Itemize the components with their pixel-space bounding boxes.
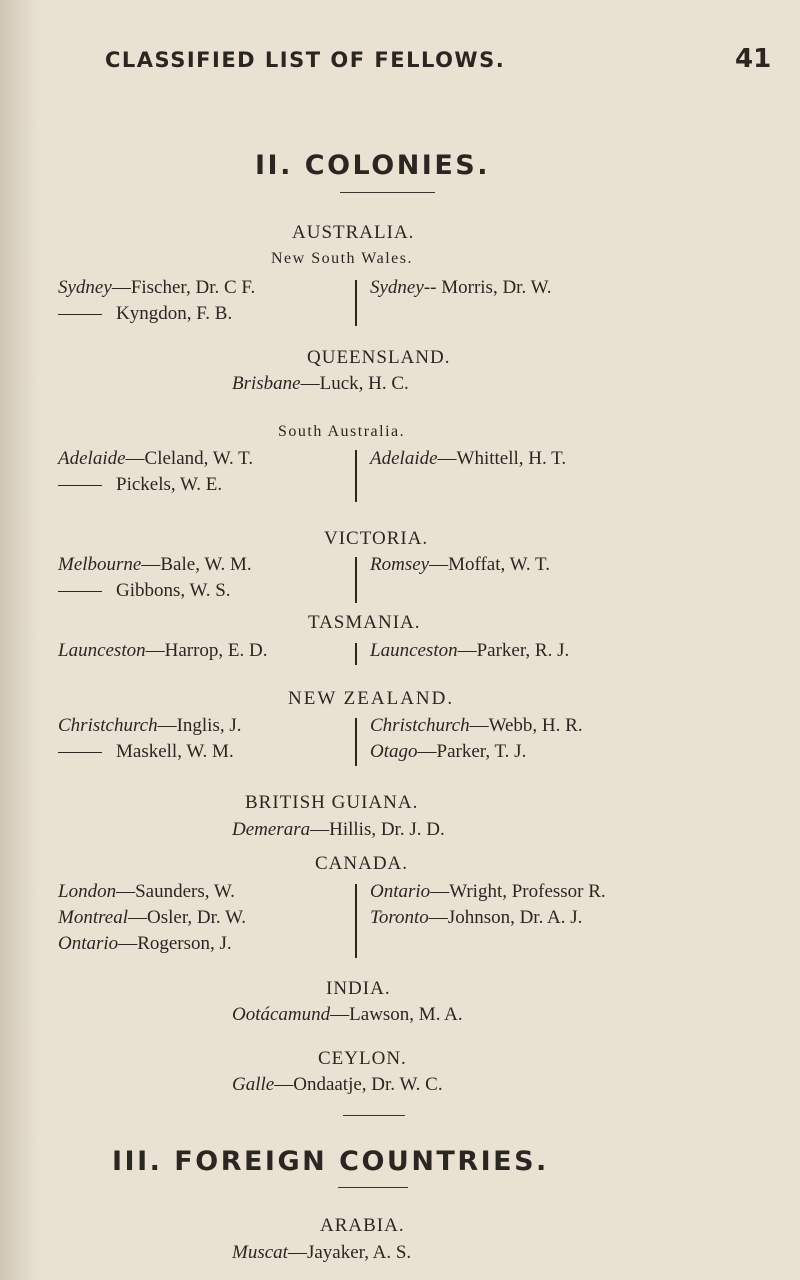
column-divider — [355, 557, 357, 603]
region-tasmania: TASMANIA. — [308, 612, 421, 633]
entry-canada-left-3: Ontario—Rogerson, J. — [58, 933, 232, 954]
entry-canada-left-2: Montreal—Osler, Dr. W. — [58, 907, 247, 928]
entry-nz-right-2: Otago—Parker, T. J. — [370, 741, 527, 762]
entry-sa-right-1: Adelaide—Whittell, H. T. — [370, 448, 567, 469]
entry-nsw-left-1: Sydney—Fischer, Dr. C F. — [58, 277, 256, 298]
entry-canada-right-2: Toronto—Johnson, Dr. A. J. — [370, 907, 583, 928]
entry-canada-right-1: Ontario—Wright, Professor R. — [370, 881, 606, 902]
entry-sa-left-2: Pickels, W. E. — [58, 474, 222, 496]
entry-nsw-right-1: Sydney-- Morris, Dr. W. — [370, 277, 552, 298]
subregion-south-australia: South Australia. — [278, 423, 406, 440]
column-divider — [355, 643, 357, 665]
region-canada: CANADA. — [315, 853, 409, 874]
entry-canada-left-1: London—Saunders, W. — [58, 881, 235, 902]
divider — [340, 192, 435, 193]
entry-arabia: Muscat—Jayaker, A. S. — [232, 1242, 412, 1263]
entry-nz-left-1: Christchurch—Inglis, J. — [58, 715, 242, 736]
entry-british-guiana: Demerara—Hillis, Dr. J. D. — [232, 819, 445, 840]
column-divider — [355, 718, 357, 766]
entry-queensland: Brisbane—Luck, H. C. — [232, 373, 409, 394]
region-british-guiana: BRITISH GUIANA. — [245, 792, 419, 813]
entry-ceylon: Galle—Ondaatje, Dr. W. C. — [232, 1074, 443, 1095]
page-number: 41 — [735, 44, 772, 74]
entry-india: Ootácamund—Lawson, M. A. — [232, 1004, 463, 1025]
page-edge-shadow — [0, 0, 40, 1280]
entry-nz-left-2: Maskell, W. M. — [58, 741, 234, 763]
region-india: INDIA. — [326, 978, 391, 999]
entry-nz-right-1: Christchurch—Webb, H. R. — [370, 715, 583, 736]
region-victoria: VICTORIA. — [324, 528, 429, 549]
region-australia: AUSTRALIA. — [292, 222, 415, 243]
column-divider — [355, 280, 357, 326]
entry-sa-left-1: Adelaide—Cleland, W. T. — [58, 448, 254, 469]
region-new-zealand: NEW ZEALAND. — [288, 688, 455, 709]
section-title-colonies: II. COLONIES. — [255, 150, 490, 181]
divider — [343, 1115, 405, 1116]
column-divider — [355, 450, 357, 502]
entry-nsw-left-2: Kyngdon, F. B. — [58, 303, 232, 325]
region-queensland: QUEENSLAND. — [307, 347, 451, 368]
section-title-foreign: III. FOREIGN COUNTRIES. — [112, 1146, 549, 1177]
region-ceylon: CEYLON. — [318, 1048, 407, 1069]
entry-tas-right-1: Launceston—Parker, R. J. — [370, 640, 570, 661]
entry-vic-left-1: Melbourne—Bale, W. M. — [58, 554, 252, 575]
entry-vic-left-2: Gibbons, W. S. — [58, 580, 231, 602]
running-title: CLASSIFIED LIST OF FELLOWS. — [105, 48, 506, 72]
region-arabia: ARABIA. — [320, 1215, 405, 1236]
subregion-nsw: New South Wales. — [271, 250, 413, 267]
divider — [338, 1187, 408, 1188]
entry-vic-right-1: Romsey—Moffat, W. T. — [370, 554, 550, 575]
column-divider — [355, 884, 357, 958]
entry-tas-left-1: Launceston—Harrop, E. D. — [58, 640, 268, 661]
